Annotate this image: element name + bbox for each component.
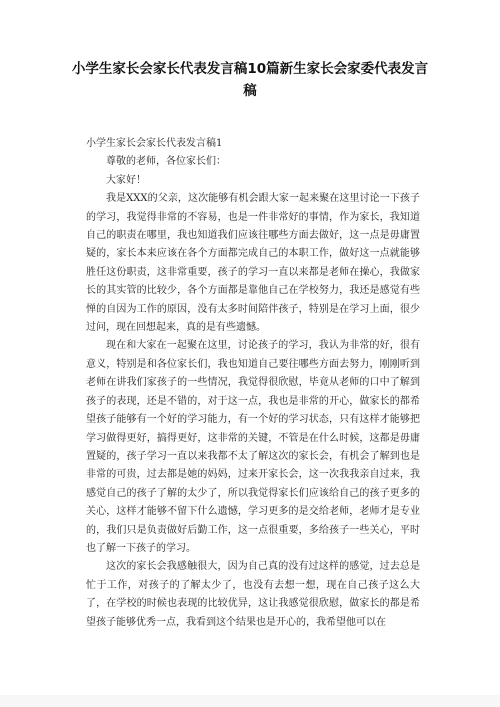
page-bottom-strip — [0, 695, 500, 707]
speech-subtitle: 小学生家长会家长代表发言稿1 — [86, 138, 223, 149]
body-paragraph: 这次的家长会我感触很大，因为自己真的没有过这样的感觉，过去总是忙于工作，对孩子的了解太少了，也没有去想一想，现在自己孩子这么大了，在学校的时候也表现的比较优异，这让我感觉很欣慰，做家长的都是希望孩子能够优秀一点，我看到这个结果也是开心的，我希望他可以在 — [86, 561, 420, 628]
document-body — [86, 135, 420, 632]
salutation: 尊敬的老师，各位家长们： — [106, 156, 226, 168]
body-paragraph: 我是XXX的父亲，这次能够有机会跟大家一起来聚在这里讨论一下孩子的学习，我觉得非常的不容易，也是一件非常好的事情，作为家长，我知道自己的职责在哪里，我也知道我们应该往哪些方面去做好，这一点是毋庸置疑的，家长本来应该在各个方面都完成自己的本职工作，做好这一点就能够胜任这份职责，这非常重要，孩子的学习一直以来都是老师在操心，我做家长的其实管的比较少，各个方面都是靠他自己在学校努力，我还是感觉有些惮的自因为工作的原因，没有太多时间陪伴孩子，特别是在学习上面，很少过问，现在回想起来，真的是有些遗憾。 — [86, 193, 420, 334]
body-paragraph: 现在和大家在一起聚在这里，讨论孩子的学习，我认为非常的好，很有意义，特别是和各位家长们，我也知道自己要往哪些方面去努力，刚刚听到老师在讲我们家孩子的一些情况，我觉得很欣慰，毕竟从老师的口中了解到孩子的表现，还是不错的，对于这一点，我也是非常的开心，做家长的都希望孩子能够有一个好的学习能力，有一个好的学习状态，只有这样才能够把学习做得更好，搞得更好，这非常的关键，不管是在什么时候，这都是毋庸置疑的，孩子学习一直以来我都不太了解这次的家长会，有机会了解到也是非常的可贵，过去都是她的妈妈，过来开家长会，这一次我我亲自过来，我感觉自己的孩子了解的太少了，所以我觉得家长们应该给自己的孩子更多的关心，这样才能够不留下什么遗憾，学习更多的是交给老师，老师才是专业的，我们只是负责做好后勤工作，这一点很重要，多给孩子一些关心，平时也了解一下孩子的学习。 — [86, 340, 420, 554]
document-title: 小学生家长会家长代表发言稿10篇新生家长会家委代表发言稿 — [71, 61, 429, 99]
greeting: 大家好！ — [106, 174, 146, 186]
